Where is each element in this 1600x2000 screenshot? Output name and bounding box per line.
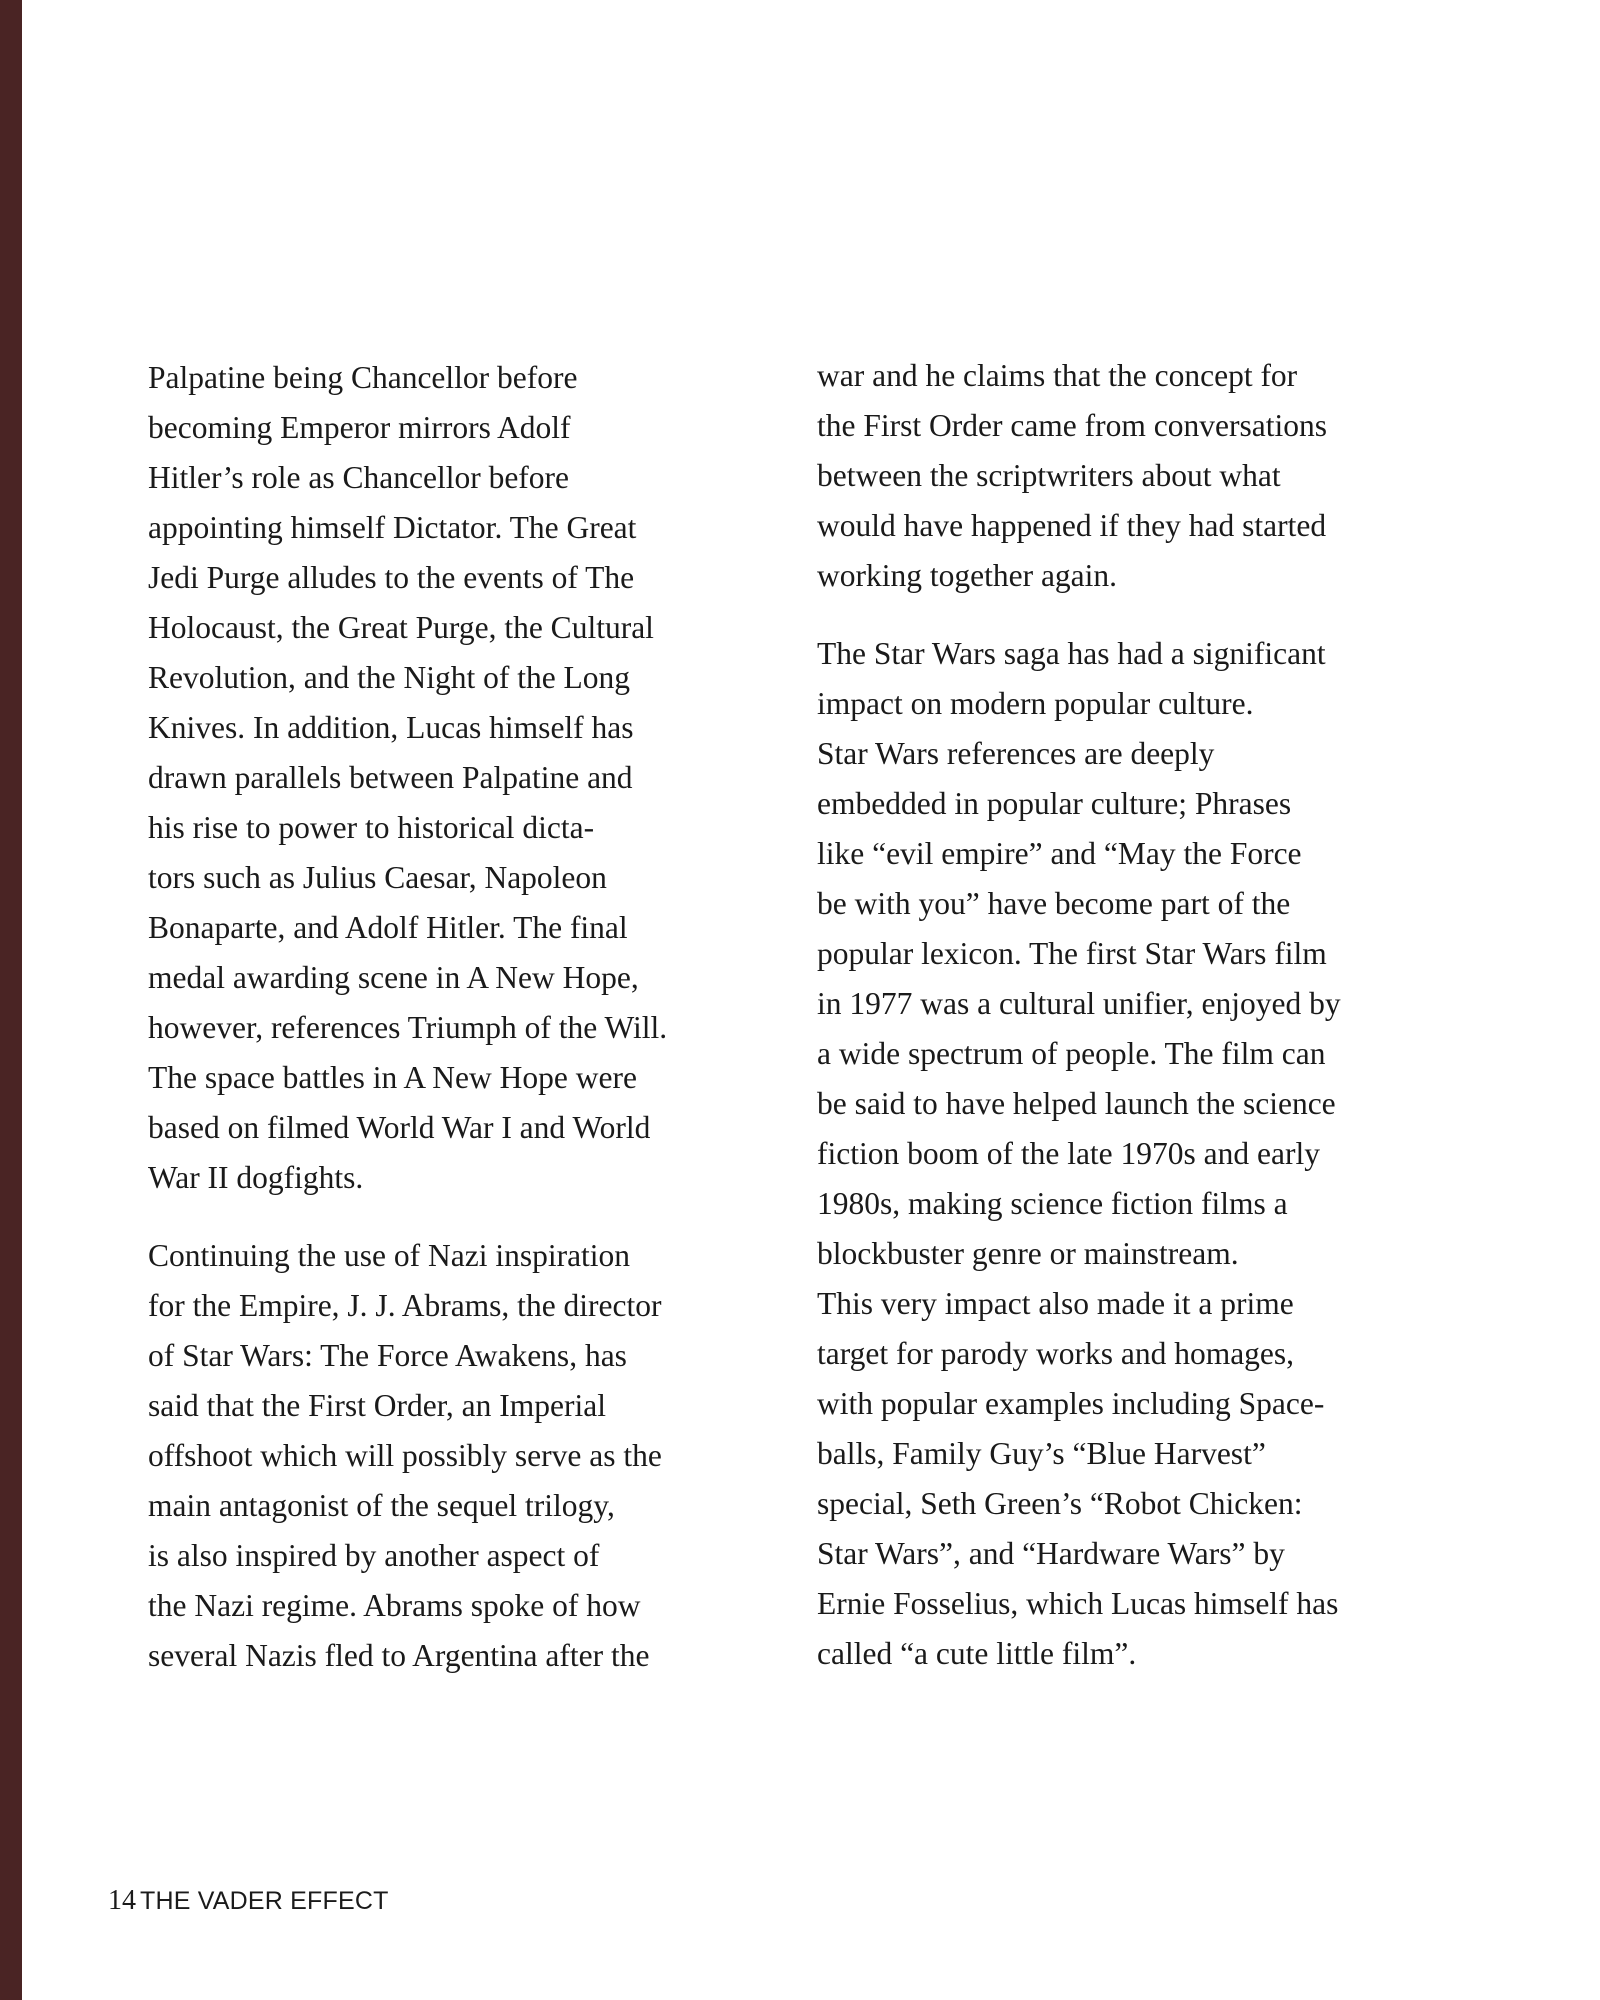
text-line: Hitler’s role as Chancellor before [148, 460, 570, 495]
text-line: Jedi Purge alludes to the events of The [148, 560, 635, 595]
text-line: main antagonist of the sequel trilogy, [148, 1488, 615, 1523]
text-line: with popular examples including Space- [817, 1386, 1325, 1421]
text-line: The Star Wars saga has had a significant [817, 636, 1326, 671]
text-line: becoming Emperor mirrors Adolf [148, 410, 571, 445]
text-line: offshoot which will possibly serve as the [148, 1438, 662, 1473]
text-line: like “evil empire” and “May the Force [817, 836, 1302, 871]
text-line: popular lexicon. The first Star Wars film [817, 936, 1327, 971]
text-line: based on filmed World War I and World [148, 1110, 651, 1145]
text-line: 1980s, making science fiction films a [817, 1186, 1288, 1221]
text-line: Star Wars”, and “Hardware Wars” by [817, 1536, 1285, 1571]
text-line: called “a cute little film”. [817, 1636, 1137, 1671]
text-column-right [817, 0, 1377, 1700]
text-line: several Nazis fled to Argentina after the [148, 1638, 650, 1673]
text-line: War II dogfights. [148, 1160, 364, 1195]
text-column-left [148, 0, 708, 1700]
text-line: the Nazi regime. Abrams spoke of how [148, 1588, 641, 1623]
text-line: Ernie Fosselius, which Lucas himself has [817, 1586, 1339, 1621]
page-spine-bar [0, 0, 22, 2000]
text-line: tors such as Julius Caesar, Napoleon [148, 860, 607, 895]
text-line: the First Order came from conversations [817, 408, 1327, 443]
text-line: in 1977 was a cultural unifier, enjoyed by [817, 986, 1341, 1021]
text-line: a wide spectrum of people. The film can [817, 1036, 1326, 1071]
text-line: for the Empire, J. J. Abrams, the director [148, 1288, 662, 1323]
text-line: Bonaparte, and Adolf Hitler. The final [148, 910, 628, 945]
text-line: said that the First Order, an Imperial [148, 1388, 606, 1423]
text-line: This very impact also made it a prime [817, 1286, 1294, 1321]
text-line: Knives. In addition, Lucas himself has [148, 710, 634, 745]
text-line: The space battles in A New Hope were [148, 1060, 637, 1095]
text-line: appointing himself Dictator. The Great [148, 510, 637, 545]
text-line: however, references Triumph of the Will. [148, 1010, 668, 1045]
text-line: of Star Wars: The Force Awakens, has [148, 1338, 627, 1373]
text-line: medal awarding scene in A New Hope, [148, 960, 639, 995]
text-line: be said to have helped launch the science [817, 1086, 1336, 1121]
text-line: would have happened if they had started [817, 508, 1327, 543]
text-line: blockbuster genre or mainstream. [817, 1236, 1239, 1271]
text-line: his rise to power to historical dicta- [148, 810, 595, 845]
page-footer [108, 1887, 389, 1915]
text-line: balls, Family Guy’s “Blue Harvest” [817, 1436, 1266, 1471]
text-line: be with you” have become part of the [817, 886, 1291, 921]
text-line: Holocaust, the Great Purge, the Cultural [148, 610, 654, 645]
text-line: Palpatine being Chancellor before [148, 360, 578, 395]
text-line: war and he claims that the concept for [817, 358, 1298, 393]
text-line: drawn parallels between Palpatine and [148, 760, 633, 795]
text-line: is also inspired by another aspect of [148, 1538, 600, 1573]
text-line: fiction boom of the late 1970s and early [817, 1136, 1320, 1171]
text-line: target for parody works and homages, [817, 1336, 1295, 1371]
text-line: Revolution, and the Night of the Long [148, 660, 631, 695]
running-head: THE VADER EFFECT [140, 1887, 389, 1915]
text-line: special, Seth Green’s “Robot Chicken: [817, 1486, 1303, 1521]
text-line: working together again. [817, 558, 1118, 593]
text-line: Continuing the use of Nazi inspiration [148, 1238, 631, 1273]
text-line: embedded in popular culture; Phrases [817, 786, 1292, 821]
text-line: Star Wars references are deeply [817, 736, 1215, 771]
text-line: between the scriptwriters about what [817, 458, 1281, 493]
page-number: 14 [108, 1885, 136, 1916]
text-line: impact on modern popular culture. [817, 686, 1254, 721]
